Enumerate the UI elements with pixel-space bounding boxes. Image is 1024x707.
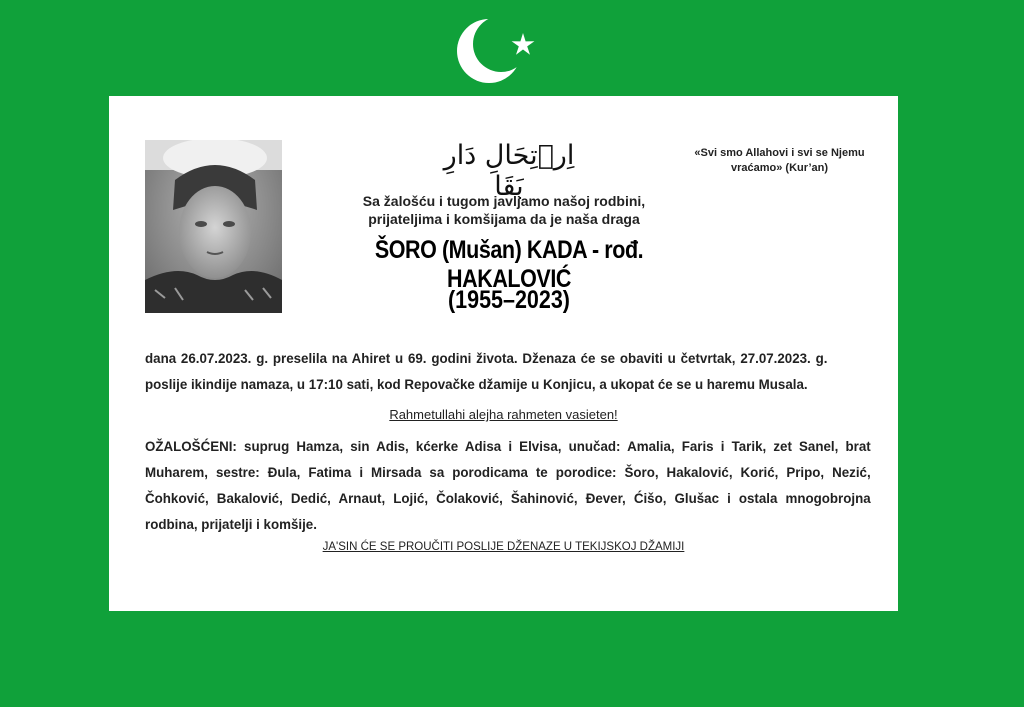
crescent-and-star-icon — [452, 10, 542, 92]
jasin-notice: JA'SIN ĆE SE PROUČITI POSLIJE DŽENAZE U TEKIJSKOJ DŽAMIJI — [322, 541, 685, 553]
mourners-list: OŽALOŠĆENI: suprug Hamza, sin Adis, kćerke Adisa i Elvisa, unučad: Amalia, Faris i Tarik, zet Sanel, brat Muharem, sestre: Đula, Fatima i Mirsada sa porodicama te porodice: Šoro, Hakalović, Korić, Pripo, Nezić, Čohković, Bakalović, Dedić, Arnaut, Lojić, Čolaković, Šahinović, Đever, Ćišo, Glušac i ostala mnogobrojna rodbina, prijatelji i komšije. — [145, 439, 871, 533]
portrait-photo — [145, 140, 282, 313]
quran-quote: «Svi smo Allahovi i svi se Njemu vraćamo» (Kur’an) — [694, 147, 865, 174]
intro-line-1: Sa žalošću i tugom javljamo našoj rodbini, — [362, 193, 646, 209]
obituary-card — [109, 96, 898, 611]
arabic-calligraphy-header: اِرۡتِحَالِ دَارِ بَقَا — [443, 140, 575, 202]
deceased-name: ŠORO (Mušan) KADA - rođ. HAKALOVIĆ — [374, 236, 644, 293]
announcement-text: dana 26.07.2023. g. preselila na Ahiret u 69. godini života. Dženaza će se obaviti u četvrtak, 27.07.2023. g. poslije ikindije namaza, u 17:10 sati, kod Repovačke džamije u Konjicu, a ukopat će se u haremu Musala. — [145, 351, 828, 393]
prayer-line: Rahmetullahi alejha rahmeten vasieten! — [389, 407, 618, 422]
intro-text — [339, 192, 669, 228]
intro-line-2: prijateljima i komšijama da je naša draga — [368, 211, 640, 227]
deceased-years: (1955–2023) — [448, 286, 570, 314]
